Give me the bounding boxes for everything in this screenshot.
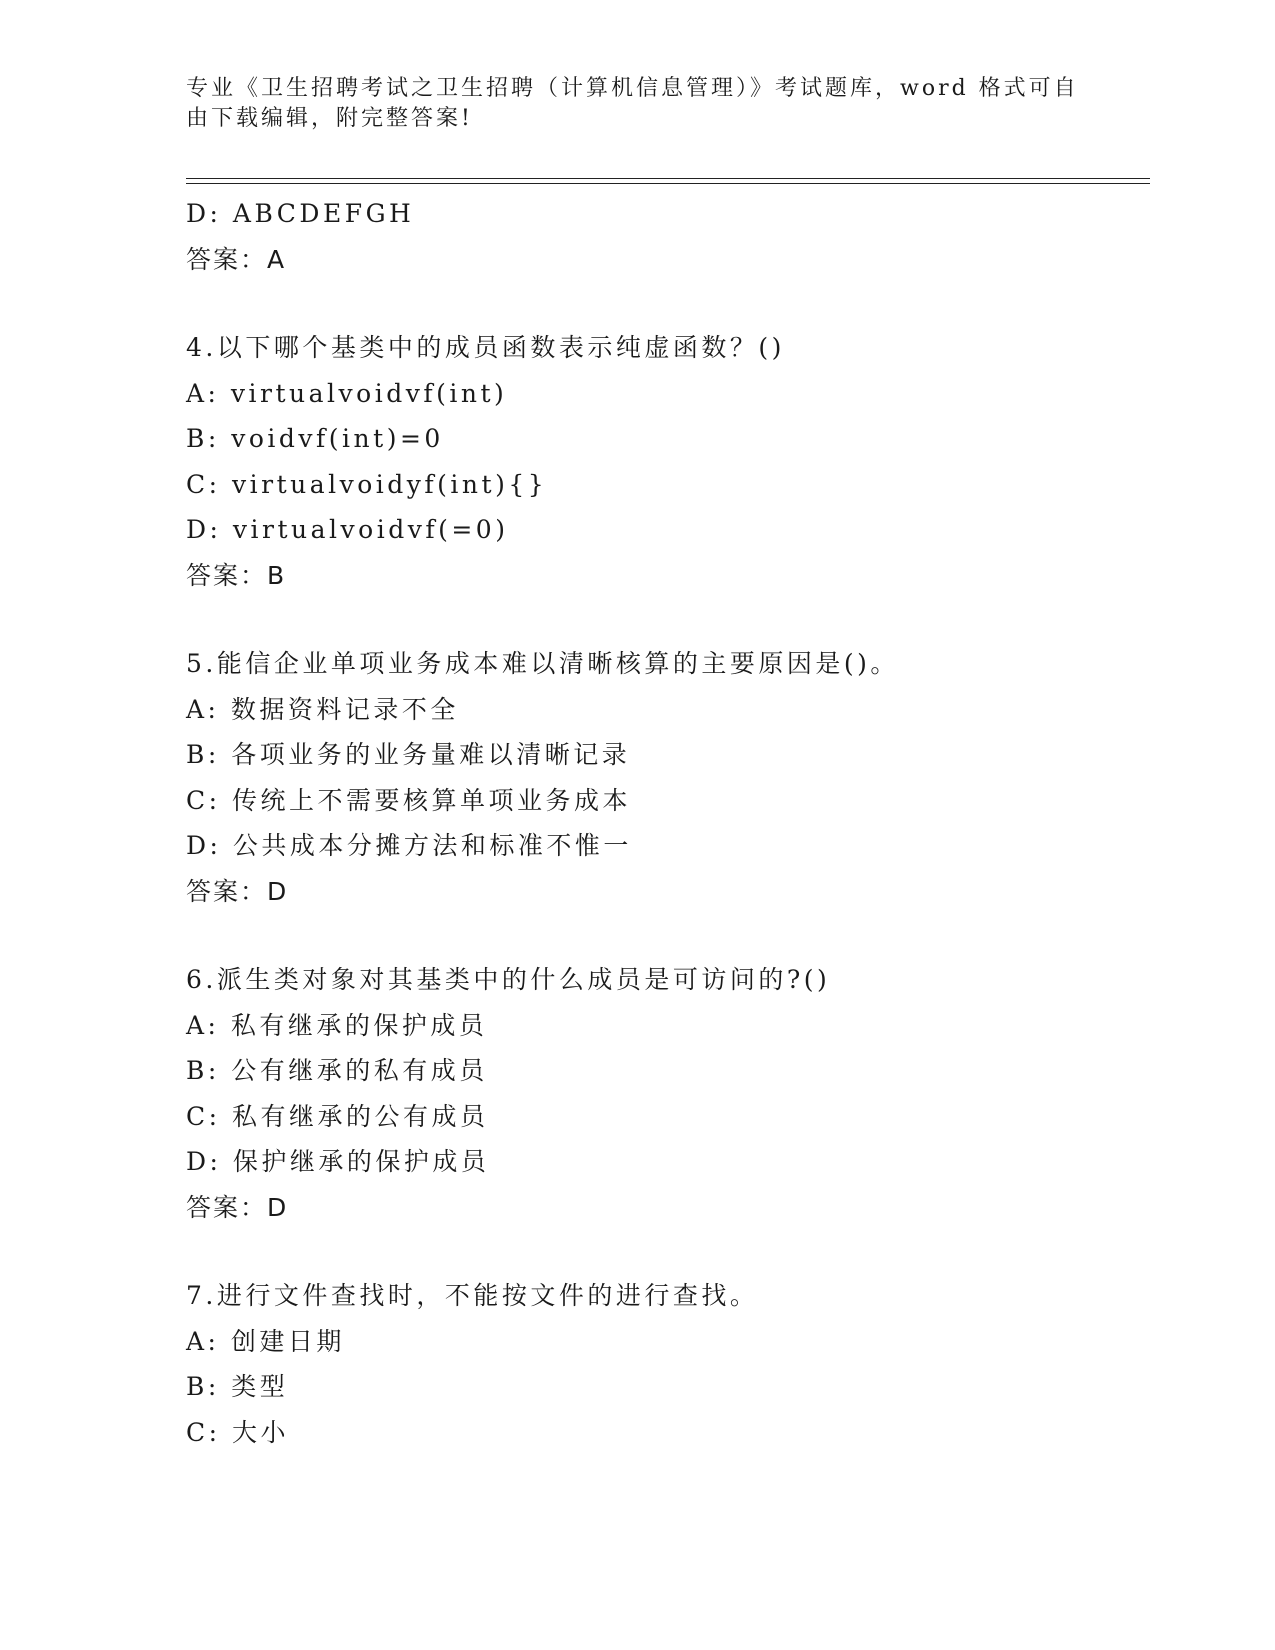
header-divider-top xyxy=(186,178,1150,179)
header-line-1: 专业《卫生招聘考试之卫生招聘（计算机信息管理）》考试题库，word 格式可自 xyxy=(186,76,1079,101)
question-stem: 5.能信企业单项业务成本难以清晰核算的主要原因是()。 xyxy=(186,649,899,678)
option-d: D: 保护继承的保护成员 xyxy=(186,1147,490,1176)
answer-line: 答案：B xyxy=(186,560,287,590)
header-line-2: 由下载编辑，附完整答案! xyxy=(186,106,473,131)
question-stem: 6.派生类对象对其基类中的什么成员是可访问的?() xyxy=(186,965,831,994)
header-divider-bottom xyxy=(186,183,1150,184)
option-a: A: 私有继承的保护成员 xyxy=(186,1010,488,1040)
option-b: B: voidvf(int)=0 xyxy=(186,424,444,453)
spacer xyxy=(186,282,1146,325)
document-body xyxy=(186,191,1146,1455)
option-a: A: 数据资料记录不全 xyxy=(186,694,459,724)
question-block xyxy=(186,957,1146,1230)
answer-line: 答案：D xyxy=(186,1192,289,1222)
option-c: C: 传统上不需要核算单项业务成本 xyxy=(186,785,631,815)
option-c: C: 私有继承的公有成员 xyxy=(186,1101,489,1131)
question-stem: 7.进行文件查找时，不能按文件的进行查找。 xyxy=(186,1281,759,1310)
spacer xyxy=(186,914,1146,957)
option-c: C: virtualvoidyf(int){} xyxy=(186,469,548,499)
option-a: A: virtualvoidvf(int) xyxy=(186,378,508,408)
answer-line: 答案：D xyxy=(186,876,289,906)
answer-line: 答案：A xyxy=(186,244,287,274)
question-block xyxy=(186,325,1146,598)
option-b: B: 各项业务的业务量难以清晰记录 xyxy=(186,740,631,769)
option-c: C: 大小 xyxy=(186,1417,289,1447)
spacer xyxy=(186,1230,1146,1273)
question-block xyxy=(186,1273,1146,1455)
option-d: D: ABCDEFGH xyxy=(186,199,415,228)
question-stem: 4.以下哪个基类中的成员函数表示纯虚函数？() xyxy=(186,333,785,362)
option-b: B: 类型 xyxy=(186,1372,289,1401)
document-header xyxy=(186,74,1086,134)
option-b: B: 公有继承的私有成员 xyxy=(186,1056,488,1085)
option-d: D: virtualvoidvf(=0) xyxy=(186,515,509,544)
spacer xyxy=(186,598,1146,641)
question-block xyxy=(186,641,1146,914)
option-d: D: 公共成本分摊方法和标准不惟一 xyxy=(186,831,632,860)
option-a: A: 创建日期 xyxy=(186,1326,345,1356)
